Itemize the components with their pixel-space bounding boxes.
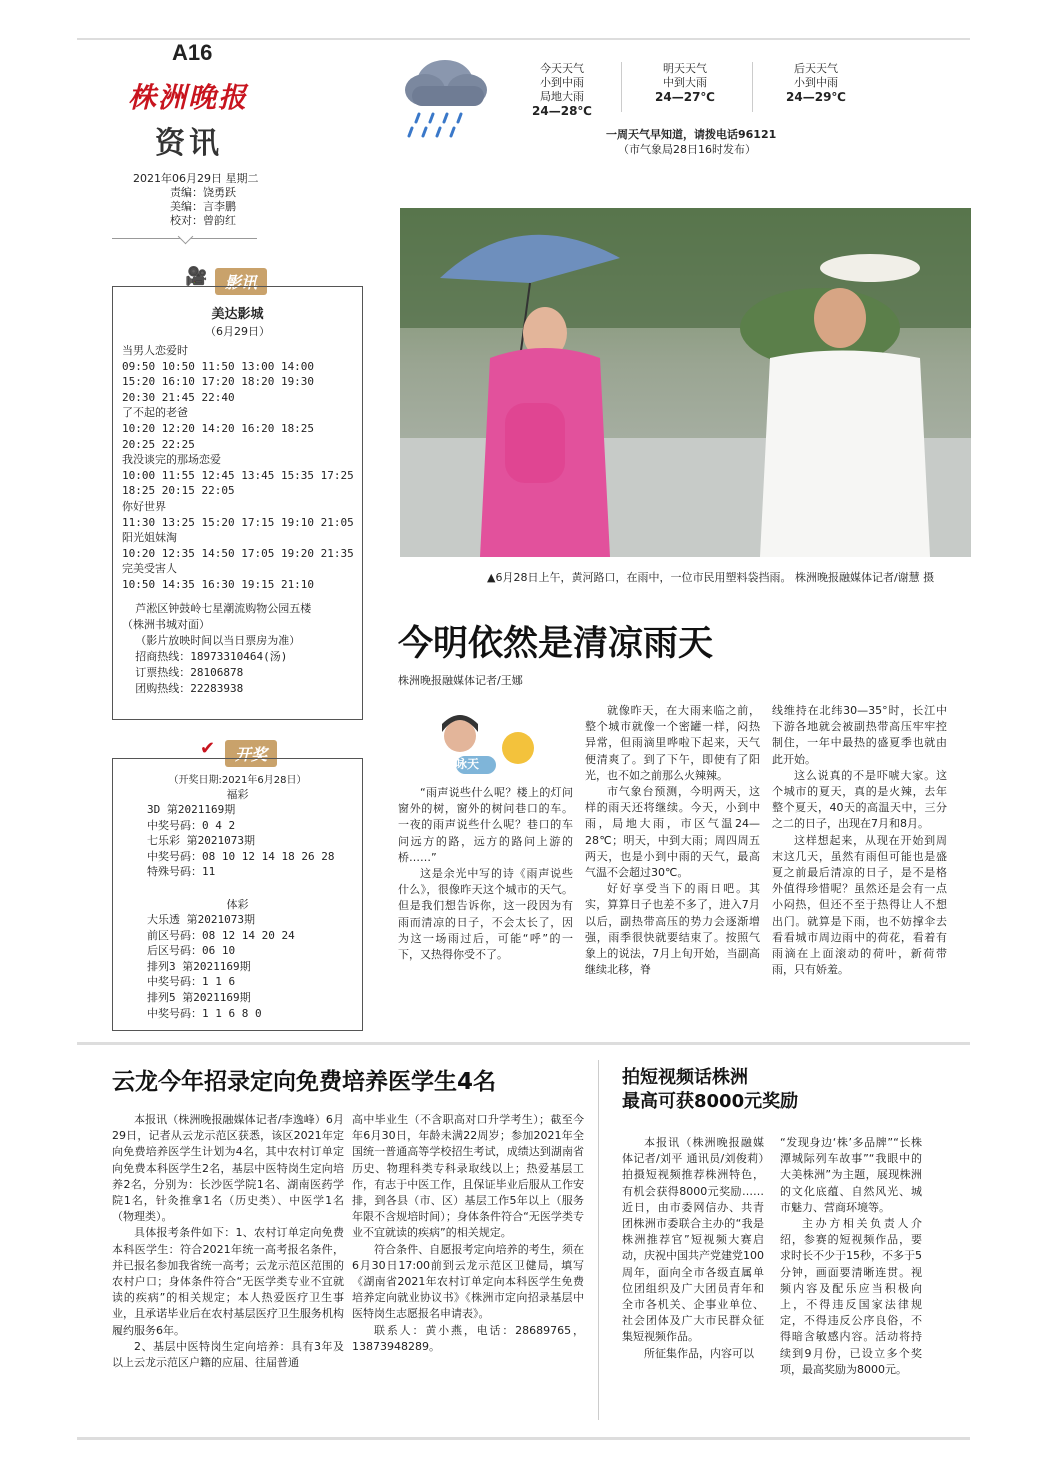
paragraph: 就像昨天，在大雨来临之前，整个城市就像一个密罐一样，闷热异常，但雨滴里哗啦下起来，天气便清爽了。到了下午，即使有了阳光，也不如之前那么火辣辣。 (585, 704, 760, 782)
section-title: 资讯 (155, 126, 223, 161)
columnist-badge: 咏天 (455, 757, 480, 771)
paragraph: 市气象台预测，今明两天，这样的雨天还将继续。今天，小到中雨，局地大雨，市区气温24—28℃；明天，中到大雨；周四周五两天，也是小到中雨的天气，最高气温不会超过30℃。 (585, 785, 760, 880)
weather-condition: 小到中雨 (540, 76, 584, 89)
welfare-lottery-title: 福彩 (226, 788, 249, 801)
weather-day-name: 今天天气 (540, 62, 584, 75)
lead-headline: 今明依然是清凉雨天 (398, 624, 714, 664)
paragraph: 好好享受当下的雨日吧。其实，算算日子也差不多了，进入7月以后，副热带高压的势力会逐渐增强，雨季很快就要结束了。按照气象上的说法，7月上旬开始，当副高继续北移，脊 (585, 882, 760, 977)
lottery-results-box (112, 758, 363, 1031)
staff-designer: 美编：言李鹏 (170, 200, 236, 213)
cinema-name: 美达影城 (211, 307, 264, 322)
paragraph: “雨声说些什么呢？楼上的灯问窗外的树，窗外的树问巷口的车。一夜的雨声说些什么呢？巷口的车问远方的路，远方的路问上游的桥……” (398, 786, 573, 864)
article3-column-2 (780, 1135, 922, 1378)
sports-lottery-results: 大乐透 第2021073期 前区号码：08 12 14 20 24 后区号码：06 10 排列3 第2021169期 中奖号码：1 1 6 排列5 第2021169期 中奖号码：1 1 6 8 0 (147, 912, 295, 1020)
lottery-section-tag: 开奖 (225, 740, 277, 767)
weather-temp: 24—28℃ (532, 104, 592, 118)
paragraph: 线维持在北纬30—35°时，长江中下游各地就会被副热带高压牢牢控制住，一年中最热的盛夏季也就由此开始。 (772, 704, 947, 766)
paragraph: 本报讯（株洲晚报融媒体记者/刘平 通讯员/刘俊莉）拍摄短视频推荐株洲特色，有机会获得8000元奖励……近日，由市委网信办、共青团株洲市委联合主办的“我是株洲推荐官”短视频大赛启动，庆祝中国共产党建党100周年，面向全市各级直属单位团组织及广大团员青年和全市各机关、企事业单位、社会团体及广大市民群众征集短视频作品。 (622, 1136, 764, 1344)
paragraph: 联系人：黄小燕，电话：28689765，13873948289。 (352, 1323, 584, 1353)
paragraph: “发现身边‘株’多品牌”“长株潭城际列车故事”“我眼中的大美株洲”为主题，展现株洲的文化底蕴、自然风光、城市魅力、营商环境等。 (780, 1136, 922, 1214)
check-icon: ✔ (200, 738, 216, 759)
rain-cloud-icon (397, 50, 497, 140)
article3-column-1 (622, 1135, 764, 1362)
cinema-section-tag: 影讯 (215, 268, 267, 295)
sports-lottery-title: 体彩 (226, 897, 249, 911)
weather-today (512, 62, 612, 118)
page-number: A16 (172, 40, 213, 65)
lead-byline: 株洲晚报融媒体记者/王娜 (398, 674, 523, 687)
photo-caption: ▲6月28日上午，黄河路口，在雨中，一位市民用塑料袋挡雨。 株洲晚报融媒体记者/谢慧 摄 (487, 571, 935, 584)
weather-temp: 24—27℃ (655, 90, 715, 104)
weather-condition-2: 局地大雨 (540, 90, 584, 103)
paragraph: 主办方相关负责人介绍，参赛的短视频作品，要求时长不少于15秒，不多于5分钟，画面要清晰连贯。视频内容及配乐应当积极向上，不得违反国家法律规定，不得违反公序良俗，不得暗含敏感内容。活动将持续到9月份，已设立多个奖项，最高奖励为8000元。 (780, 1217, 922, 1376)
weather-temp: 24—29℃ (786, 90, 846, 104)
lead-column-2 (585, 703, 760, 978)
paragraph: 具体报考条件如下：1、农村订单定向免费本科医学生：符合2021年统一高考报名条件，并已报名参加我省统一高考；云龙示范区范围的农村户口；身体条件符合“无医学类专业不宜就读的疾病”的相关规定；本人热爱医疗卫生事业，且承诺毕业后在农村基层医疗卫生服务机构履约服务6年。 (112, 1226, 344, 1337)
lead-column-1 (398, 785, 573, 963)
header-divider-arrow (178, 229, 194, 245)
welfare-lottery-results: 3D 第2021169期 中奖号码：0 4 2 七乐彩 第2021073期 中奖号码：08 10 12 14 18 26 28 特殊号码：11 (147, 803, 335, 879)
staff-editor: 责编：饶勇跃 (170, 186, 236, 199)
cinema-date: （6月29日） (205, 325, 270, 338)
paragraph: 高中毕业生（不含职高对口升学考生）；截至今年6月30日，年龄未满22周岁；参加2021年全国统一普通高等学校招生考试，成绩达到湖南省历史、物理科类专科录取线以上；热爱基层工作，有志于中医工作，且保证毕业后服从工作安排，到各县（市、区）基层工作5年以上（服务年限不含规培时间）；身体条件符合“无医学类专业不宜就读的疾病”的相关规定。 (352, 1113, 584, 1240)
staff-proofreader: 校对：曾韵红 (170, 214, 236, 227)
paragraph: 所征集作品，内容可以 (644, 1346, 754, 1360)
weather-source: （市气象局28日16时发布） (618, 143, 756, 156)
lottery-date: （开奖日期:2021年6月28日） (168, 775, 307, 786)
paragraph: 2、基层中医特岗生定向培养：具有3年及以上云龙示范区户籍的应届、往届普通 (112, 1339, 344, 1370)
paragraph: 本报讯（株洲晚报融媒体记者/李逸峰）6月29日，记者从云龙示范区获悉，该区2021年定向免费培养医学生计划为4名，其中农村订单定向免费本科医学生2名，基层中医特岗生定向培养2名，分别为：长沙医学院1名、湖南医药学院1名，针灸推拿1名（历史类）、中医学1名（物理类）。 (112, 1113, 344, 1224)
cinema-address: 芦淞区钟鼓岭七星潮流购物公园五楼 （株洲书城对面） （影片放映时间以当日票房为准） 招商热线：18973310464(汤) 订票热线：28106878 团购热线：22283938 (122, 601, 312, 695)
issue-date: 2021年06月29日 星期二 (133, 172, 259, 185)
weather-condition: 小到中雨 (794, 76, 838, 89)
weather-day-after (766, 62, 866, 104)
cinema-listings-box (112, 286, 363, 720)
paragraph: 符合条件、自愿报考定向培养的考生，须在6月30日17:00前到云龙示范区卫健局，填写《湖南省2021年农村订单定向本科医学生免费培养定向就业协议书》《株洲市定向招录基层中医特岗生志愿报名申请表》。 (352, 1242, 584, 1321)
masthead-logo: 株洲晚报 (128, 81, 249, 114)
paragraph: 这么说真的不是吓唬大家。这个城市的夏天，真的是火辣，去年整个夏天，40天的高温天中，三分之二的日子，出现在7月和8月。 (772, 768, 947, 831)
article2-headline: 云龙今年招录定向免费培养医学生4名 (112, 1069, 497, 1095)
weather-condition: 中到大雨 (663, 76, 707, 89)
film-camera-icon: 🎥 (185, 266, 208, 287)
paragraph: 这是余光中写的诗《雨声说些什么》，很像昨天这个城市的天气。但是我们想告诉你，这一段因为有雨而清凉的日子，不会太长了，因为这一场雨过后，可能“呼”的一下，又热得你受不了。 (398, 867, 573, 962)
rain-street-photo (400, 208, 971, 557)
weather-hotline: 一周天气早知道，请拨电话96121 (606, 128, 777, 141)
article3-headline: 拍短视频话株洲 最高可获8000元奖励 (622, 1067, 799, 1112)
columnist-avatar (420, 708, 540, 778)
lead-column-3 (772, 703, 947, 978)
paragraph: 这样想起来，从现在开始到周末这几天，虽然有雨但可能也是盛夏之前最后清凉的日子，是不是格外值得珍惜呢？虽然还是会有一点小闷热，但还不至于热得让人不想出门。就算是下雨，也不妨撑伞去看看城市周边雨中的荷花，看着有雨滴在上面滚动的荷叶，新荷带雨，只有娇羞。 (772, 833, 947, 977)
weather-tomorrow (635, 62, 735, 104)
article2-column-2 (352, 1112, 584, 1355)
article2-column-1 (112, 1112, 344, 1371)
cinema-schedule: 当男人恋爱时 09:50 10:50 11:50 13:00 14:00 15:20 16:10 17:20 18:20 19:30 20:30 21:45 22:40 了不起的老爸 10:20 12:20 14:20 16:20 18:25 20:25 22:25 我没谈完的那场恋爱 10:00 11:55 12:45 13:45 15:35 17:25 18:25 20:15 22:05 你好世界 11:30 13:25 15:20 17:15 19:10 21:05 阳光姐妹淘 10:20 12:35 14:50 17:05 19:20 21:35 完美受害人 10:50 14:35 16:30 19:15 21:10 (122, 344, 354, 591)
weather-day-name: 明天天气 (663, 62, 707, 75)
weather-day-name: 后天天气 (794, 62, 838, 75)
